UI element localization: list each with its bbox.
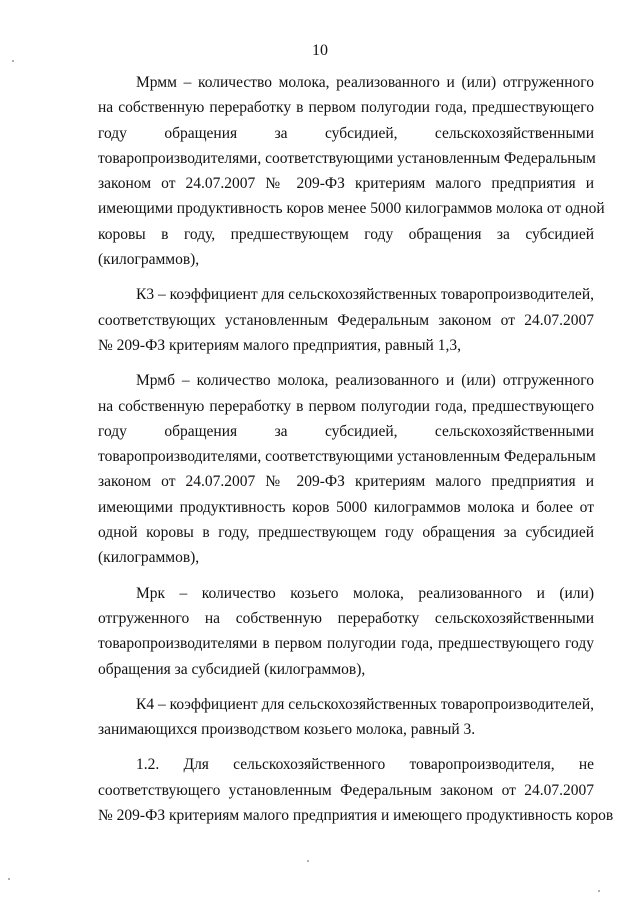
text-line: (килограммов), [98,549,200,567]
text-line: на собственную переработку в первом полугодии года, предшествующего [98,99,594,117]
paragraph-mrmm [98,70,605,272]
text-line: году обращения за субсидией, сельскохозяйственными [98,124,594,142]
text-line: году обращения за субсидией, сельскохозяйственными [98,422,594,440]
text-line: соответствующего установленным Федеральным законом от 24.07.2007 [98,781,594,799]
scan-speck [307,860,309,862]
text-line: № 209-ФЗ критериям малого предприятия и имеющего продуктивность коров [98,807,614,825]
text-line: законом от 24.07.2007 № 209-ФЗ критериям малого предприятия и [98,175,594,193]
text-line: на собственную переработку в первом полугодии года, предшествующего [98,397,594,415]
text-line: коровы в году, предшествующем году обращения за субсидией [98,225,594,243]
text-line: законом от 24.07.2007 № 209-ФЗ критериям малого предприятия и [98,473,594,491]
text-line: Мрмм – количество молока, реализованного и (или) отгруженного [136,74,594,91]
text-line: товаропроизводителями, соответствующими установленным Федеральным [98,448,596,466]
paragraph-k3 [98,282,594,358]
text-line: соответствующих установленным Федеральным законом от 24.07.2007 [98,311,594,329]
text-line: 1.2. Для сельскохозяйственного товаропроизводителя, не [136,756,594,774]
text-line: обращения за субсидией (килограммов), [98,660,366,678]
scan-speck [12,60,14,62]
scan-speck [8,878,10,880]
text-line: товаропроизводителями, соответствующими установленным Федеральным [98,149,596,167]
paragraph-mrmb [98,368,594,570]
paragraph-k4 [98,692,594,743]
document-body [98,70,614,838]
text-line: № 209-ФЗ критериям малого предприятия, равный 1,3, [98,336,461,354]
text-line: имеющими продуктивность коров 5000 килограммов молока и более от [98,498,594,516]
paragraph-1-2 [98,752,614,828]
text-line: отгруженного на собственную переработку сельскохозяйственными [98,609,594,627]
text-line: (килограммов), [98,251,200,269]
text-line: одной коровы в году, предшествующем году обращения за субсидией [98,524,594,542]
text-line: Мрк – количество козьего молока, реализованного и (или) [136,584,594,602]
paragraph-mrk [98,581,594,682]
scan-speck [598,890,600,892]
text-line: товаропроизводителями в первом полугодии года, предшествующего году [98,635,594,653]
page-number: 10 [312,42,328,59]
text-line: Мрмб – количество молока, реализованного и (или) отгруженного [136,372,594,390]
text-line: К4 – коэффициент для сельскохозяйственных товаропроизводителей, [136,695,594,713]
text-line: занимающихся производством козьего молока, равный 3. [98,721,476,739]
text-line: имеющими продуктивность коров менее 5000 килограммов молока от одной [98,200,605,218]
text-line: К3 – коэффициент для сельскохозяйственных товаропроизводителей, [136,286,594,304]
